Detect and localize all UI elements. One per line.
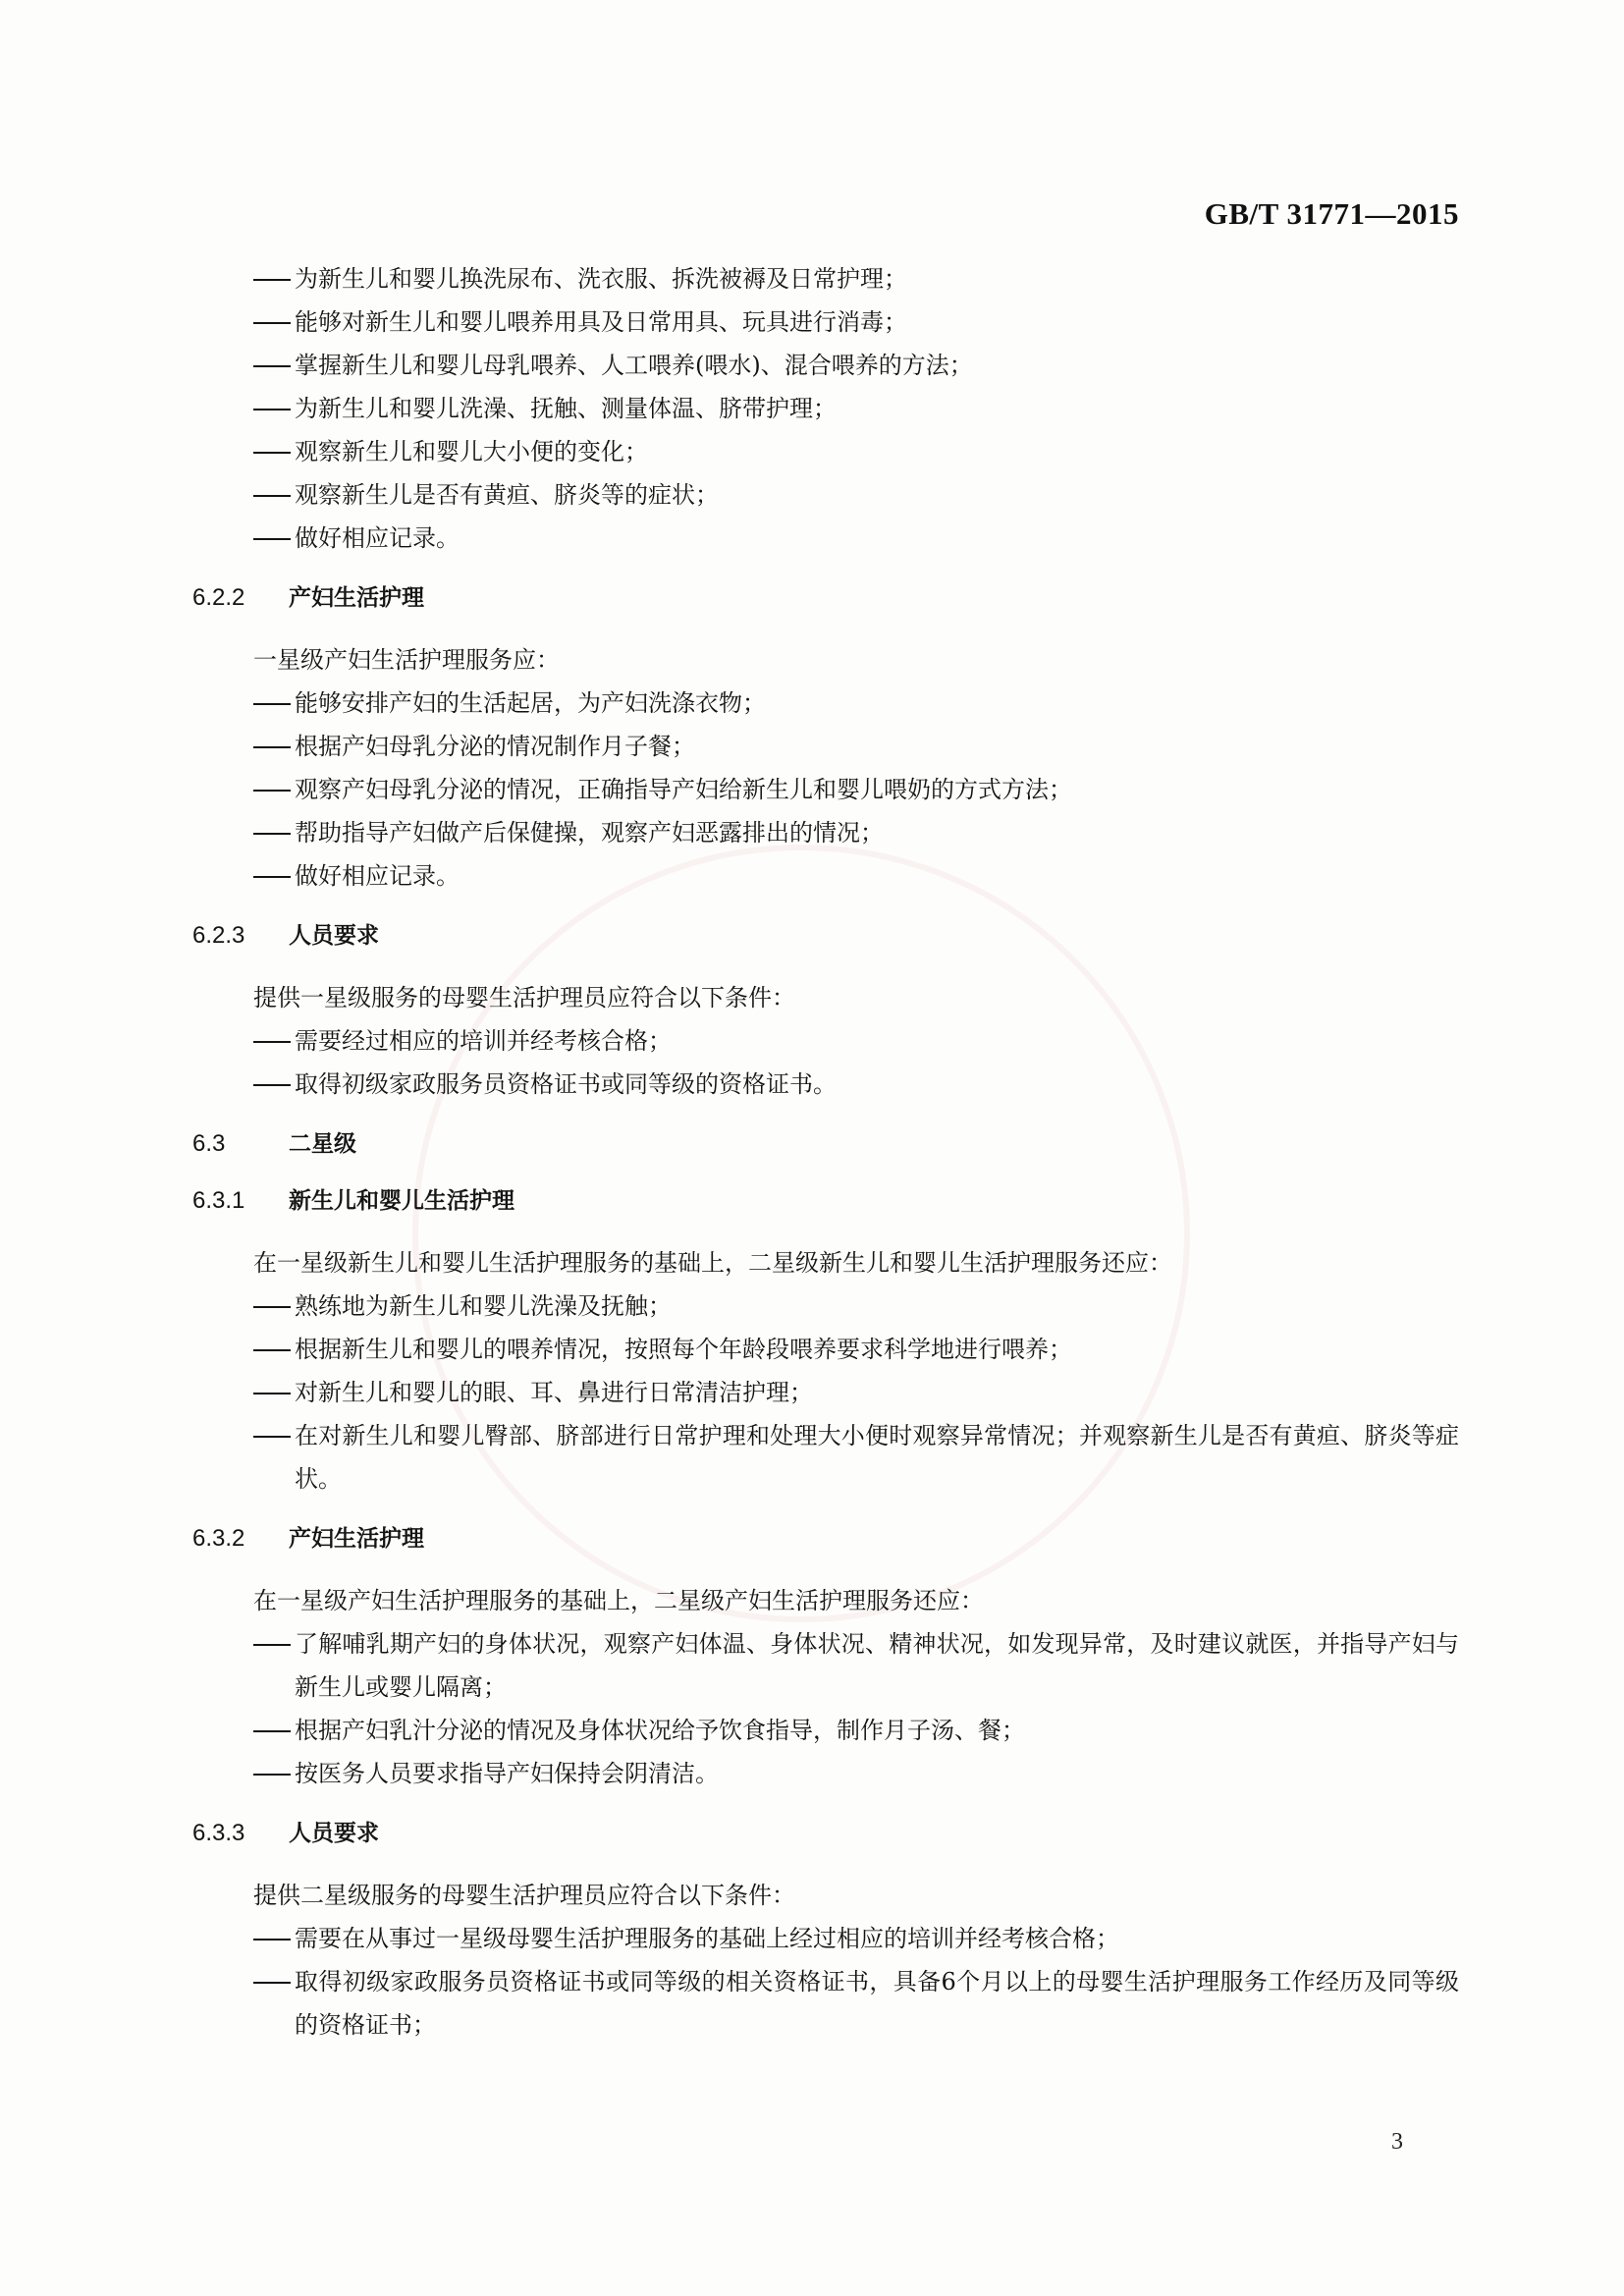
list-item-text: 观察新生儿和婴儿大小便的变化； <box>295 438 648 465</box>
em-dash-bullet <box>253 409 291 410</box>
list-item <box>192 473 1459 517</box>
list-item-text: 根据产妇母乳分泌的情况制作月子餐； <box>295 733 695 760</box>
em-dash-bullet <box>253 1306 291 1308</box>
list-item <box>192 344 1459 387</box>
em-dash-bullet <box>253 1774 291 1776</box>
list-item <box>192 682 1459 725</box>
em-dash-bullet <box>253 1393 291 1394</box>
list-item-text: 熟练地为新生儿和婴儿洗澡及抚触； <box>295 1292 672 1320</box>
section-number: 6.2.3 <box>192 922 245 949</box>
section-heading <box>192 1127 1459 1161</box>
list-item-text: 做好相应记录。 <box>295 524 460 552</box>
em-dash-bullet <box>253 1982 291 1984</box>
section-number: 6.3.1 <box>192 1187 245 1214</box>
list-item-text: 需要在从事过一星级母婴生活护理服务的基础上经过相应的培训并经考核合格； <box>295 1925 1119 1952</box>
em-dash-bullet <box>253 1939 291 1941</box>
list-item-text: 做好相应记录。 <box>295 862 460 890</box>
em-dash-bullet <box>253 495 291 497</box>
section-number: 6.2.2 <box>192 584 245 611</box>
intro-paragraph: 提供一星级服务的母婴生活护理员应符合以下条件： <box>253 984 795 1011</box>
standard-code: GB/T 31771—2015 <box>1204 196 1459 231</box>
em-dash-bullet <box>253 1730 291 1732</box>
em-dash-bullet <box>253 746 291 748</box>
list-item-text: 能够安排产妇的生活起居，为产妇洗涤衣物； <box>295 689 766 717</box>
em-dash-bullet <box>253 365 291 367</box>
list-item-text: 需要经过相应的培训并经考核合格； <box>295 1027 672 1055</box>
section-title: 人员要求 <box>289 1821 379 1846</box>
intro-paragraph: 提供二星级服务的母婴生活护理员应符合以下条件： <box>253 1882 795 1909</box>
section-heading <box>192 581 1459 615</box>
section-title: 人员要求 <box>289 923 379 949</box>
list-item-text: 取得初级家政服务员资格证书或同等级的相关资格证书，具备6个月以上的母婴生活护理服务工作经历及同等级的资格证书； <box>295 1968 1459 2039</box>
list-item-text: 观察产妇母乳分泌的情况，正确指导产妇给新生儿和婴儿喂奶的方式方法； <box>295 776 1072 803</box>
em-dash-bullet <box>253 1084 291 1086</box>
list-item <box>192 517 1459 560</box>
em-dash-bullet <box>253 1349 291 1351</box>
em-dash-bullet <box>253 279 291 281</box>
section-title: 产妇生活护理 <box>289 1526 424 1552</box>
list-item-text: 根据新生儿和婴儿的喂养情况，按照每个年龄段喂养要求科学地进行喂养； <box>295 1336 1072 1363</box>
list-item-text: 观察新生儿是否有黄疸、脐炎等的症状； <box>295 481 719 509</box>
em-dash-bullet <box>253 1644 291 1646</box>
list-item <box>192 1328 1459 1371</box>
section-heading <box>192 1817 1459 1850</box>
document-body <box>192 257 1459 2047</box>
list-item <box>192 257 1459 301</box>
em-dash-bullet <box>253 1436 291 1438</box>
list-item <box>192 768 1459 811</box>
list-item <box>192 1371 1459 1414</box>
list-item-text: 能够对新生儿和婴儿喂养用具及日常用具、玩具进行消毒； <box>295 308 907 336</box>
section-title: 二星级 <box>289 1131 356 1157</box>
em-dash-bullet <box>253 452 291 454</box>
list-item-text: 在对新生儿和婴儿臀部、脐部进行日常护理和处理大小便时观察异常情况；并观察新生儿是否有黄疸、脐炎等症状。 <box>295 1422 1459 1493</box>
list-item-text: 了解哺乳期产妇的身体状况，观察产妇体温、身体状况、精神状况，如发现异常，及时建议就医，并指导产妇与新生儿或婴儿隔离； <box>295 1630 1459 1701</box>
list-item <box>192 1752 1459 1795</box>
list-item <box>192 1917 1459 1960</box>
list-item <box>192 811 1459 854</box>
list-item <box>192 1414 1459 1501</box>
list-item-text: 为新生儿和婴儿洗澡、抚触、测量体温、脐带护理； <box>295 395 837 422</box>
em-dash-bullet <box>253 322 291 324</box>
list-item-text: 根据产妇乳汁分泌的情况及身体状况给予饮食指导，制作月子汤、餐； <box>295 1717 1025 1744</box>
em-dash-bullet <box>253 876 291 878</box>
list-item <box>192 301 1459 344</box>
em-dash-bullet <box>253 703 291 705</box>
list-item-text: 按医务人员要求指导产妇保持会阴清洁。 <box>295 1760 719 1787</box>
list-item <box>192 725 1459 768</box>
list-item-text: 取得初级家政服务员资格证书或同等级的资格证书。 <box>295 1070 837 1098</box>
section-title: 新生儿和婴儿生活护理 <box>289 1188 514 1214</box>
page-number: 3 <box>1391 2129 1403 2155</box>
intro-paragraph: 在一星级新生儿和婴儿生活护理服务的基础上，二星级新生儿和婴儿生活护理服务还应： <box>253 1249 1172 1277</box>
section-number: 6.3.2 <box>192 1525 245 1552</box>
em-dash-bullet <box>253 1041 291 1043</box>
list-item <box>192 1622 1459 1709</box>
list-item <box>192 854 1459 898</box>
list-item <box>192 1709 1459 1752</box>
list-item <box>192 1960 1459 2047</box>
list-item <box>192 387 1459 430</box>
em-dash-bullet <box>253 790 291 792</box>
list-item-text: 为新生儿和婴儿换洗尿布、洗衣服、拆洗被褥及日常护理； <box>295 265 907 293</box>
intro-paragraph: 一星级产妇生活护理服务应： <box>253 646 560 674</box>
em-dash-bullet <box>253 833 291 835</box>
list-item-text: 帮助指导产妇做产后保健操，观察产妇恶露排出的情况； <box>295 819 884 847</box>
intro-paragraph: 在一星级产妇生活护理服务的基础上，二星级产妇生活护理服务还应： <box>253 1587 984 1614</box>
section-number: 6.3 <box>192 1130 226 1157</box>
section-heading <box>192 1184 1459 1218</box>
em-dash-bullet <box>253 538 291 540</box>
list-item <box>192 1019 1459 1063</box>
section-heading <box>192 919 1459 953</box>
list-item <box>192 430 1459 473</box>
section-number: 6.3.3 <box>192 1820 245 1846</box>
list-item-text: 掌握新生儿和婴儿母乳喂养、人工喂养(喂水)、混合喂养的方法； <box>295 352 973 379</box>
list-item-text: 对新生儿和婴儿的眼、耳、鼻进行日常清洁护理； <box>295 1379 813 1406</box>
list-item <box>192 1063 1459 1106</box>
list-item <box>192 1285 1459 1328</box>
section-heading <box>192 1522 1459 1556</box>
section-title: 产妇生活护理 <box>289 585 424 611</box>
